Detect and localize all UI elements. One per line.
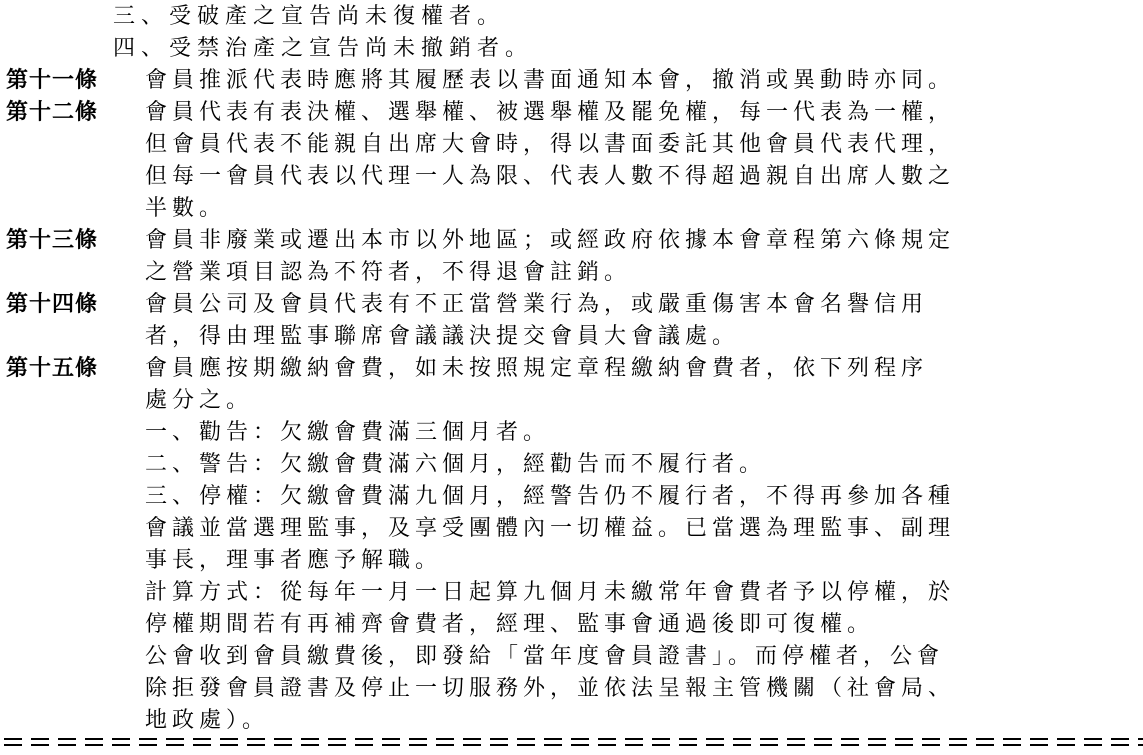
article-line [0, 226, 1143, 256]
line-text: 半數。 [145, 196, 227, 221]
line-text: 事長，理事者應予解職。 [145, 548, 443, 573]
article-line [0, 98, 1143, 128]
line-text: 四、受禁治產之宣告尚未撤銷者。 [113, 36, 534, 61]
line-text: 會員應按期繳納會費，如未按照規定章程繳納會費者，依下列程序 [145, 356, 929, 381]
doc-line [0, 162, 1143, 192]
doc-line [0, 674, 1143, 704]
double-rule [0, 736, 1143, 748]
page-divider [0, 736, 1143, 748]
doc-line [0, 514, 1143, 544]
article-line [0, 66, 1143, 96]
doc-line [0, 130, 1143, 160]
article-number: 第十三條 [6, 228, 99, 253]
doc-line [0, 258, 1143, 288]
line-text: 會員推派代表時應將其履歷表以書面通知本會，撤消或異動時亦同。 [145, 68, 956, 93]
article-number: 第十五條 [6, 356, 99, 381]
doc-line [0, 642, 1143, 672]
doc-line [0, 450, 1143, 480]
article-number: 第十四條 [6, 292, 99, 317]
doc-line [0, 2, 1143, 32]
line-text: 會員代表有表決權、選舉權、被選舉權及罷免權，每一代表為一權， [145, 100, 956, 125]
line-text: 三、停權：欠繳會費滿九個月，經警告仍不履行者，不得再參加各種 [145, 484, 956, 509]
article-number: 第十二條 [6, 100, 99, 125]
line-text: 會議並當選理監事，及享受團體內一切權益。已當選為理監事、副理 [145, 516, 956, 541]
line-text: 公會收到會員繳費後，即發給「當年度會員證書」。而停權者，公會 [145, 644, 945, 669]
line-text: 計算方式：從每年一月一日起算九個月未繳常年會費者予以停權，於 [145, 580, 956, 605]
doc-line [0, 194, 1143, 224]
line-text: 除拒發會員證書及停止一切服務外，並依法呈報主管機關（社會局、 [145, 676, 956, 701]
line-text: 會員非廢業或遷出本市以外地區；或經政府依據本會章程第六條規定 [145, 228, 956, 253]
article-number: 第十一條 [6, 68, 99, 93]
line-text: 地政處）。 [145, 708, 270, 733]
line-text: 但會員代表不能親自出席大會時，得以書面委託其他會員代表代理， [145, 132, 956, 157]
line-text: 一、勸告：欠繳會費滿三個月者。 [145, 420, 551, 445]
line-text: 停權期間若有再補齊會費者，經理、監事會通過後即可復權。 [145, 612, 875, 637]
doc-line [0, 706, 1143, 736]
line-text: 者，得由理監事聯席會議議決提交會員大會議處。 [145, 324, 740, 349]
doc-line [0, 386, 1143, 416]
doc-line [0, 610, 1143, 640]
doc-line [0, 418, 1143, 448]
doc-line [0, 578, 1143, 608]
doc-line [0, 34, 1143, 64]
line-text: 處分之。 [145, 388, 254, 413]
doc-line [0, 546, 1143, 576]
doc-line [0, 482, 1143, 512]
line-text: 之營業項目認為不符者，不得退會註銷。 [145, 260, 632, 285]
line-text: 二、警告：欠繳會費滿六個月，經勸告而不履行者。 [145, 452, 767, 477]
line-text: 但每一會員代表以代理一人為限、代表人數不得超過親自出席人數之 [145, 164, 956, 189]
line-text: 會員公司及會員代表有不正當營業行為，或嚴重傷害本會名譽信用 [145, 292, 929, 317]
line-text: 三、受破產之宣告尚未復權者。 [113, 4, 506, 29]
article-line [0, 354, 1143, 384]
doc-line [0, 322, 1143, 352]
article-line [0, 290, 1143, 320]
